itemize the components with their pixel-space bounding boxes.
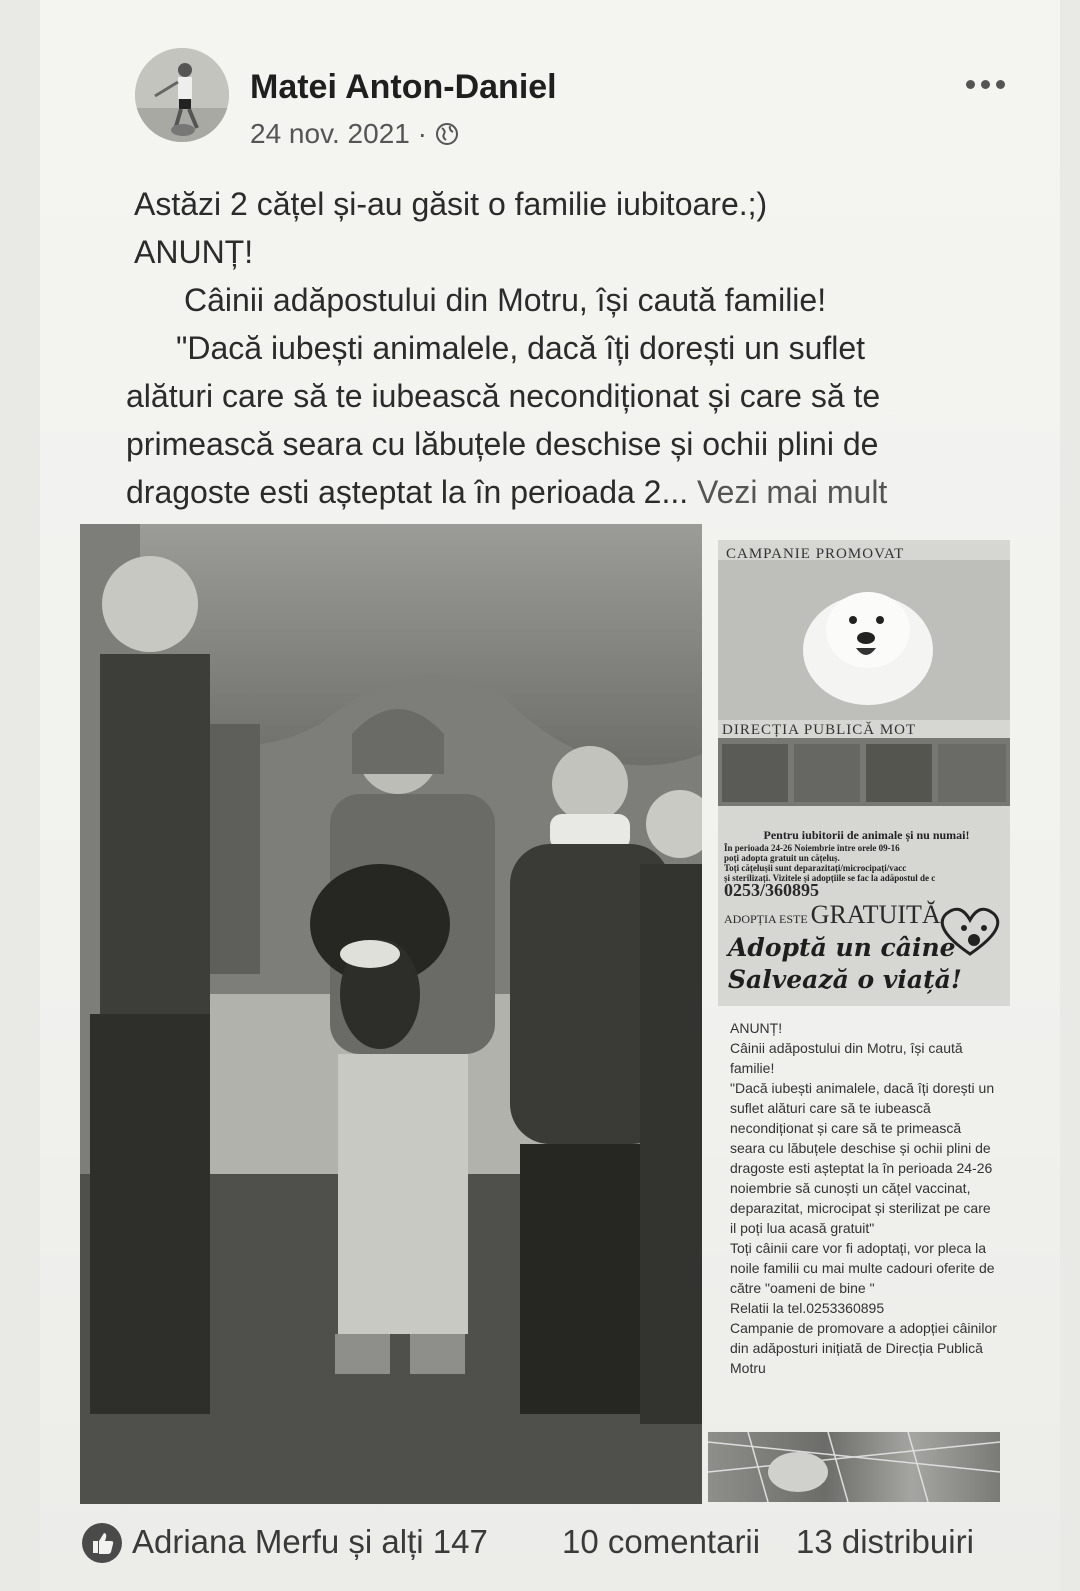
post-text [126,180,1006,516]
avatar[interactable] [135,48,229,142]
flyer-phone: 0253/360895 [724,880,820,900]
flyer-info-line: poți adopta gratuit un cățeluș. [724,853,840,863]
post-line-last: dragoste esti așteptat la în perioada 2... [126,474,689,510]
flyer-adoptia-value: GRATUITĂ [810,900,941,929]
comments-count[interactable]: 10 comentarii [562,1523,761,1560]
see-more-link[interactable]: Vezi mai mult [697,474,888,510]
adoption-flyer[interactable] [718,540,1010,1006]
kennel-photo[interactable] [708,1432,1000,1502]
flyer-adoptia [724,900,941,930]
flyer-adoptia-label: ADOPȚIA ESTE [724,912,808,926]
post-line: alături care să te iubească necondiționat și care să te [126,378,881,414]
globe-icon[interactable] [435,122,459,146]
likes-count[interactable]: Adriana Merfu și alți 147 [132,1523,488,1560]
flyer-slogan-line: Salvează o viață! [728,965,962,994]
adoption-photo [80,524,702,1504]
flyer-directia: DIRECȚIA PUBLICĂ MOT [722,722,917,738]
post-line: ANUNȚ! [134,234,254,270]
avatar-photo [135,48,229,142]
post-line: "Dacă iubești animalele, dacă îți dorești un suflet [176,330,866,366]
announcement-line: Toți câinii care vor fi adoptați, vor pleca la noile familii cu mai multe cadouri oferite de către "oameni de bine " [730,1240,995,1296]
shares-count[interactable]: 13 distribuiri [796,1523,974,1560]
flyer-slogan [728,932,962,996]
flyer-slogan-line: Adoptă un câine [728,933,956,962]
announcement-line: "Dacă iubești animalele, dacă îți dorești un suflet alături care să te iubească necondiționat și care să te primească seara cu lăbuțele deschise și ochii plini de dragoste esti așteptat la în perioada 24-26 noiembrie să cunoști un cățel vaccinat, deparazitat, microcipat și sterilizat pe care il poți lua acasă gratuit" [730,1080,995,1236]
flyer-info-title: Pentru iubitorii de animale și nu numai! [763,828,970,842]
reactions-bar [82,1516,1012,1576]
flyer-info [724,828,1009,883]
post-line [126,468,1006,516]
post-line: Astăzi 2 cățel și-au găsit o familie iubitoare.;) [134,186,768,222]
announcement-line: Relatii la tel.0253360895 [730,1300,885,1316]
announcement-line: Câinii adăpostului din Motru, își caută familie! [730,1040,963,1076]
announcement-line: ANUNȚ! [730,1020,783,1036]
like-icon[interactable] [82,1523,122,1563]
post-meta [250,118,459,150]
flyer-info-line: Toți cățelușii sunt deparazitați/microcipați/vacc [724,863,907,873]
announcement-line: Campanie de promovare a adopției câinilor din adăposturi inițiată de Direcția Publică Motru [730,1320,997,1376]
flyer-info-line: În perioada 24-26 Noiembrie între orele 09-16 [724,843,900,853]
more-options-icon[interactable] [966,80,1005,89]
announcement-text[interactable] [730,1018,998,1378]
post-date[interactable]: 24 nov. 2021 · [250,118,427,149]
post-line: primească seara cu lăbuțele deschise și ochii plini de [126,426,879,462]
post-photo[interactable] [80,524,702,1504]
kennel-graphics [708,1432,1000,1502]
flyer-info-line: și sterilizați. Vizitele și adopțiile se fac la adăpostul de c [724,873,936,883]
post-line: Câinii adăpostului din Motru, își caută familie! [184,282,827,318]
flyer-header: CAMPANIE PROMOVAT [726,546,905,562]
author-name[interactable]: Matei Anton-Daniel [250,68,557,106]
